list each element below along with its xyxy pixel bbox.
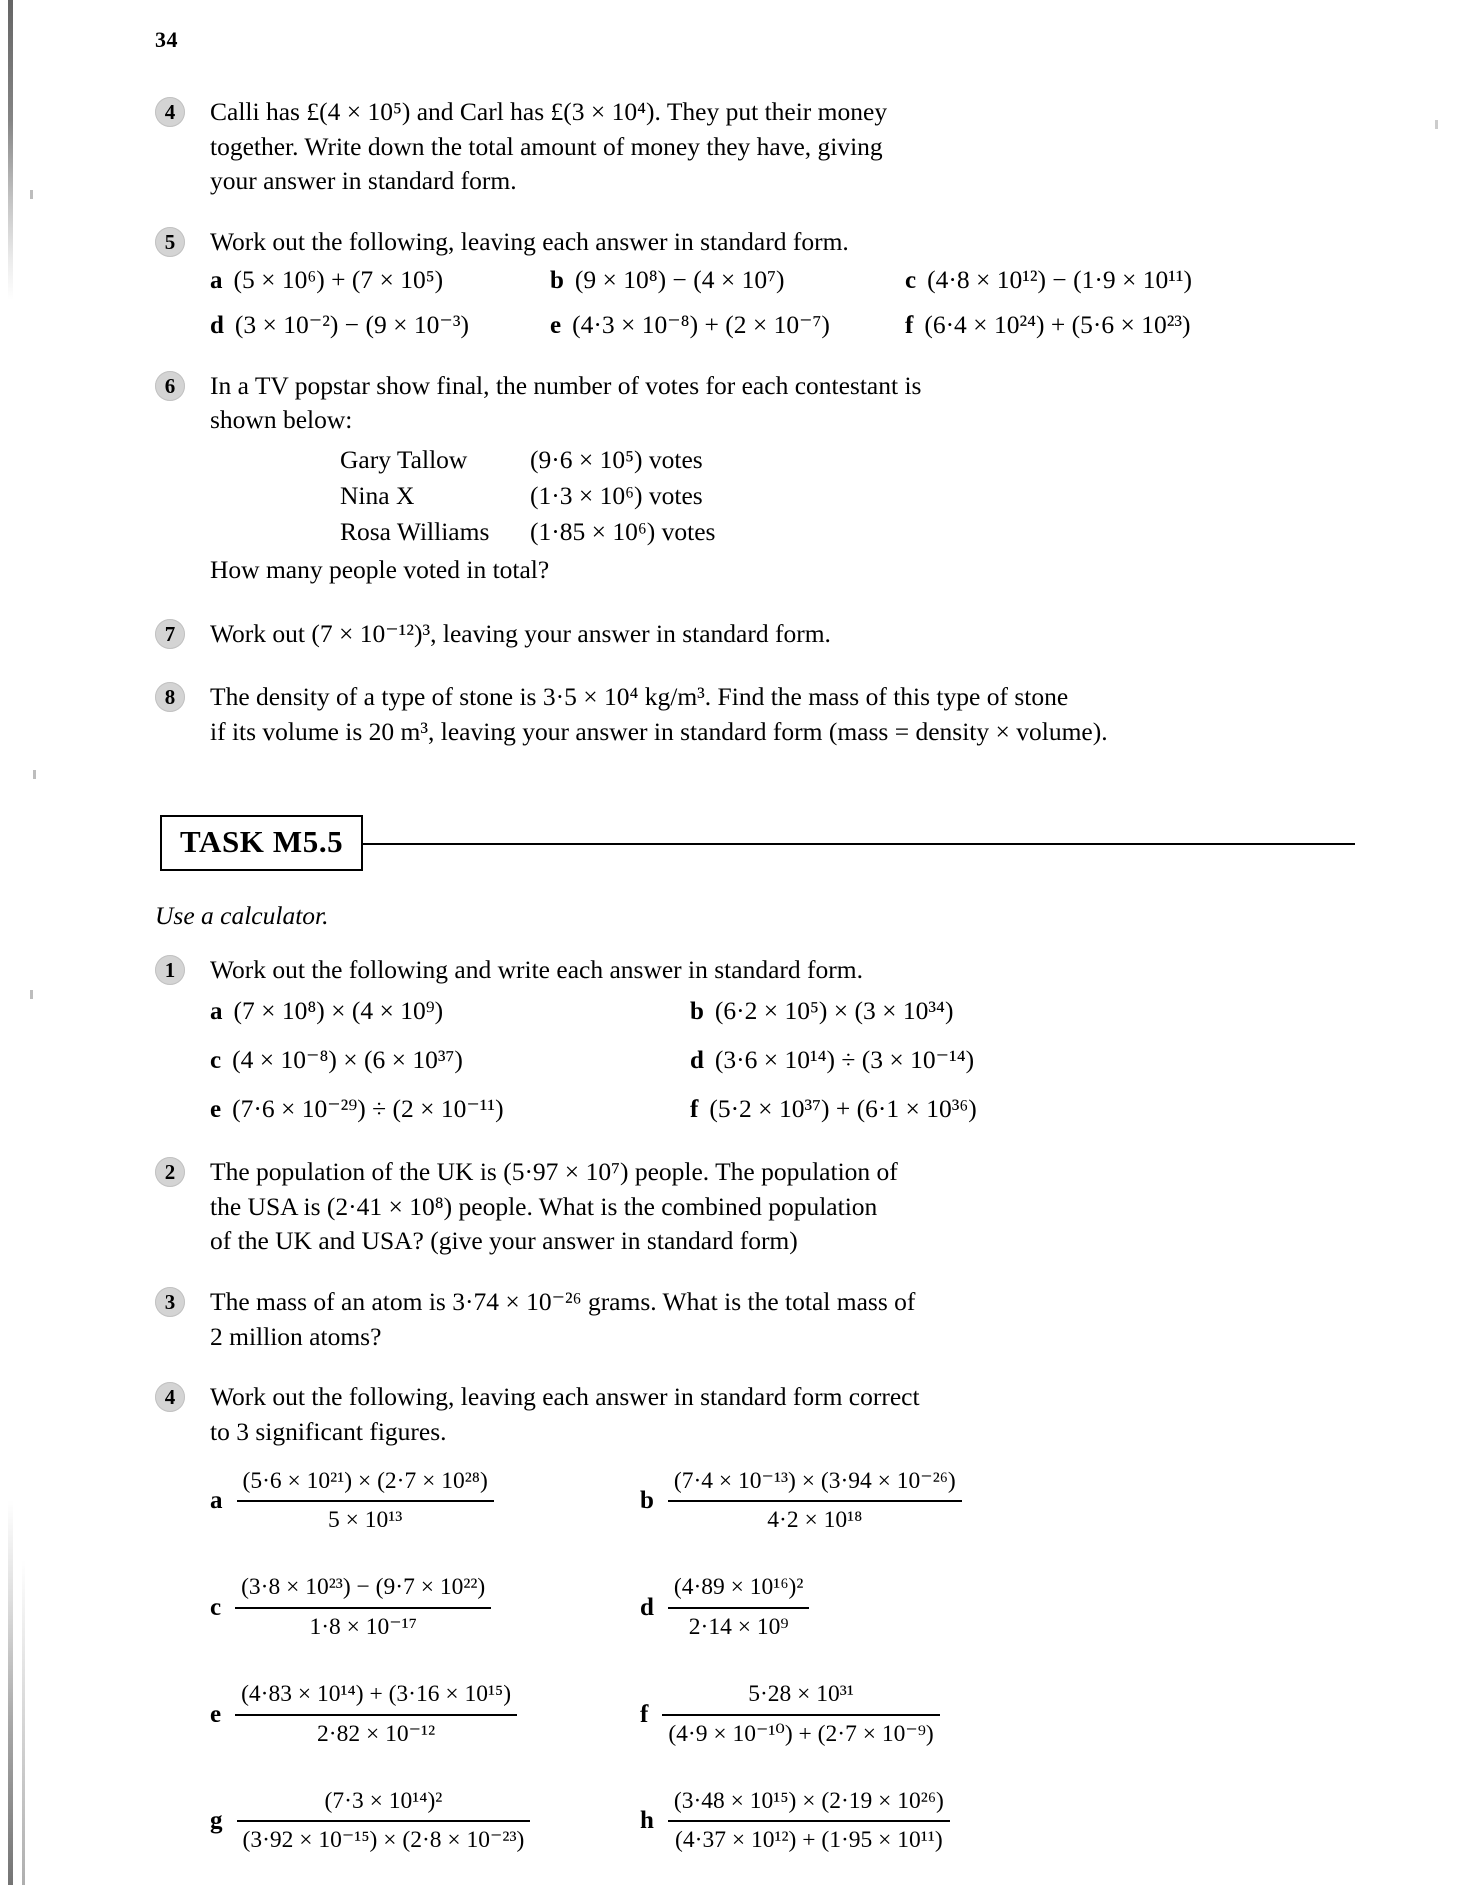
fraction [237,1786,531,1857]
part-expression: (5 × 10⁶) + (7 × 10⁵) [233,264,444,294]
task-question-4-fraction-grid [210,1466,1335,1857]
task-question-2 [155,1155,1335,1259]
fraction-denominator: (4·9 × 10⁻¹⁰) + (2·7 × 10⁻⁹) [668,1720,934,1747]
question-5 [155,225,1335,343]
part-letter: d [640,1593,654,1621]
contestant-votes: (9·6 × 10⁵) votes [530,445,703,475]
question-5-part-f [905,308,1191,343]
question-4-body [210,95,1335,199]
part-letter: a [210,1487,223,1515]
task-question-1-part-a [210,994,690,1029]
task-question-4-part-f [640,1679,940,1750]
question-4-line-3: your answer in standard form. [210,166,517,196]
part-expression: (7 × 10⁸) × (4 × 10⁹) [233,996,444,1025]
part-letter: f [640,1700,649,1728]
fraction [668,1572,810,1643]
task-question-1-parts-row-3 [210,1092,1335,1127]
fraction-bar [235,1607,491,1609]
question-8 [155,680,1335,749]
fraction-bar [235,1714,517,1716]
scan-speck [1435,120,1438,129]
fraction [662,1679,939,1750]
contestant-name: Rosa Williams [340,517,490,547]
contestant-votes-table [340,442,1335,551]
fraction-bar [668,1500,962,1502]
fraction-denominator: 1·8 × 10⁻¹⁷ [309,1613,417,1640]
part-letter: g [210,1807,223,1835]
part-expression: (7·6 × 10⁻²⁹) ÷ (2 × 10⁻¹¹) [232,1094,504,1123]
question-5-part-d [210,308,550,343]
contestant-row [340,442,1335,478]
task-question-4-part-h [640,1786,950,1857]
part-expression: (4·8 × 10¹²) − (1·9 × 10¹¹) [927,264,1193,294]
page-number: 34 [155,27,178,52]
part-expression: (5·2 × 10³⁷) + (6·1 × 10³⁶) [709,1094,977,1123]
fraction [237,1466,494,1537]
part-letter: h [640,1807,654,1835]
task-question-2-line-1: The population of the UK is (5·97 × 10⁷) people. The population of [210,1157,898,1186]
fraction-denominator: 5 × 10¹³ [327,1507,403,1534]
question-4 [155,95,1335,199]
part-letter: f [905,311,914,339]
task-question-4-body [210,1380,1335,1856]
part-letter: f [690,1096,699,1123]
task-header [155,815,1335,871]
question-5-parts-row-1 [210,263,1335,298]
task-question-1-part-e [210,1092,690,1127]
question-6-stem-line-2: shown below: [210,405,353,435]
contestant-votes: (1·85 × 10⁶) votes [530,517,716,547]
task-question-2-line-3: of the UK and USA? (give your answer in standard form) [210,1226,798,1256]
task-question-1-parts-row-1 [210,994,1335,1029]
question-number-badge: 1 [155,955,185,985]
task-question-4-part-a [210,1466,640,1537]
question-5-parts-row-2 [210,308,1335,343]
task-question-1-part-d [690,1043,974,1078]
task-question-4 [155,1380,1335,1856]
fraction-bar [662,1714,939,1716]
question-8-line-1: The density of a type of stone is 3·5 × 10⁴ kg/m³. Find the mass of this type of stone [210,681,1069,711]
fraction-denominator: 2·82 × 10⁻¹² [317,1720,436,1747]
question-7 [155,617,1335,652]
task-instruction: Use a calculator. [155,901,329,931]
question-4-line-1: Calli has £(4 × 10⁵) and Carl has £(3 × 10⁴). They put their money [210,97,888,126]
task-question-1-body [210,953,1335,1127]
question-number-badge: 5 [155,227,185,257]
fraction-denominator: (4·37 × 10¹²) + (1·95 × 10¹¹) [675,1827,943,1854]
part-expression: (3·6 × 10¹⁴) ÷ (3 × 10⁻¹⁴) [714,1045,975,1074]
fraction-row-cd [210,1572,1335,1643]
question-7-body [210,617,1335,652]
part-letter: c [905,266,917,294]
task-question-3-line-2: 2 million atoms? [210,1321,382,1351]
question-number-badge: 7 [155,619,185,649]
fraction-numerator: (4·89 × 10¹⁶)² [673,1574,804,1601]
question-number-badge: 3 [155,1287,185,1317]
question-number-badge: 2 [155,1157,185,1187]
task-question-4-part-e [210,1679,640,1750]
part-expression: (6·2 × 10⁵) × (3 × 10³⁴) [714,996,954,1025]
scan-speck [33,770,36,779]
task-question-1-part-b [690,994,953,1029]
fraction-row-ef [210,1679,1335,1750]
fraction-numerator: (7·4 × 10⁻¹³) × (3·94 × 10⁻²⁶) [673,1467,956,1494]
part-letter: e [210,1096,222,1123]
question-6-closing: How many people voted in total? [210,554,550,584]
scan-edge-artifact-lower [22,1560,25,1885]
fraction-row-ab [210,1466,1335,1537]
fraction-numerator: 5·28 × 10³¹ [748,1681,854,1708]
question-6-body [210,369,1335,588]
fraction-numerator: (5·6 × 10²¹) × (2·7 × 10²⁸) [242,1467,488,1494]
scan-speck [30,990,33,999]
question-4-line-2: together. Write down the total amount of money they have, giving [210,131,883,161]
question-6 [155,369,1335,588]
part-letter: b [690,998,704,1025]
question-5-part-c [905,263,1192,298]
part-letter: d [210,311,224,339]
question-5-body [210,225,1335,343]
question-5-part-b [550,263,905,298]
page-content [155,95,1335,1857]
question-5-stem: Work out the following, leaving each answer in standard form. [210,227,849,257]
question-number-badge: 6 [155,371,185,401]
question-number-badge: 8 [155,682,185,712]
part-letter: c [210,1593,222,1621]
fraction [235,1679,517,1750]
part-letter: e [550,311,562,339]
fraction [235,1572,491,1643]
question-6-stem-line-1: In a TV popstar show final, the number of votes for each contestant is [210,370,922,400]
scan-edge-artifact [8,0,13,1885]
part-expression: (9 × 10⁸) − (4 × 10⁷) [574,264,785,294]
fraction-bar [668,1820,950,1822]
contestant-name: Nina X [340,481,415,511]
task-question-2-line-2: the USA is (2·41 × 10⁸) people. What is the combined population [210,1191,878,1221]
fraction-denominator: 2·14 × 10⁹ [688,1613,789,1640]
fraction [668,1466,962,1537]
task-question-1 [155,953,1335,1127]
task-question-4-stem-line-2: to 3 significant figures. [210,1417,447,1447]
question-number-badge: 4 [155,1382,185,1412]
scan-speck [30,190,33,199]
task-question-4-part-g [210,1786,640,1857]
contestant-name: Gary Tallow [340,445,468,475]
question-8-line-2: if its volume is 20 m³, leaving your answer in standard form (mass = density × volume). [210,716,1108,746]
fraction-denominator: 4·2 × 10¹⁸ [767,1507,863,1534]
contestant-votes: (1·3 × 10⁶) votes [530,481,703,511]
task-question-4-stem-line-1: Work out the following, leaving each answer in standard form correct [210,1382,920,1412]
part-expression: (3 × 10⁻²) − (9 × 10⁻³) [234,309,469,339]
part-expression: (6·4 × 10²⁴) + (5·6 × 10²³) [924,309,1191,339]
task-question-3 [155,1285,1335,1354]
part-expression: (4 × 10⁻⁸) × (6 × 10³⁷) [232,1045,463,1074]
part-letter: d [690,1047,704,1074]
part-expression: (4·3 × 10⁻⁸) + (2 × 10⁻⁷) [572,309,830,339]
task-question-4-part-b [640,1466,962,1537]
task-question-1-part-c [210,1043,690,1078]
contestant-row [340,478,1335,514]
fraction [668,1786,950,1857]
task-question-1-parts-row-2 [210,1043,1335,1078]
task-title-box: TASK M5.5 [160,815,363,871]
fraction-denominator: (3·92 × 10⁻¹⁵) × (2·8 × 10⁻²³) [242,1827,525,1854]
task-question-3-line-1: The mass of an atom is 3·74 × 10⁻²⁶ grams. What is the total mass of [210,1287,916,1317]
task-question-1-part-f [690,1092,977,1127]
task-question-3-body [210,1285,1335,1354]
part-letter: b [640,1487,654,1515]
part-letter: a [210,998,223,1025]
fraction-bar [237,1820,531,1822]
task-question-2-body [210,1155,1335,1259]
task-question-4-part-c [210,1572,640,1643]
part-letter: b [550,266,564,294]
task-question-4-part-d [640,1572,809,1643]
question-5-part-a [210,263,550,298]
part-letter: a [210,266,223,294]
question-number-badge: 4 [155,97,185,127]
fraction-numerator: (4·83 × 10¹⁴) + (3·16 × 10¹⁵) [241,1681,512,1708]
part-letter: c [210,1047,222,1074]
fraction-bar [668,1607,810,1609]
task-header-rule [355,843,1355,845]
part-letter: e [210,1700,222,1728]
fraction-row-gh [210,1786,1335,1857]
fraction-numerator: (3·8 × 10²³) − (9·7 × 10²²) [241,1574,486,1601]
fraction-numerator: (7·3 × 10¹⁴)² [324,1787,443,1814]
fraction-numerator: (3·48 × 10¹⁵) × (2·19 × 10²⁶) [673,1787,944,1814]
question-8-body [210,680,1335,749]
question-7-line-1: Work out (7 × 10⁻¹²)³, leaving your answer in standard form. [210,619,831,649]
fraction-bar [237,1500,494,1502]
contestant-row [340,514,1335,550]
question-5-part-e [550,308,905,343]
task-question-1-stem: Work out the following and write each answer in standard form. [210,955,863,985]
